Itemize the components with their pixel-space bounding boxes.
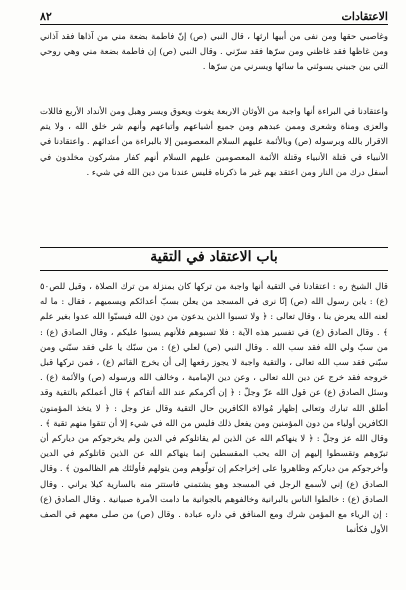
running-title: الاعتقادات [341, 10, 388, 23]
page-number: ٨٢ [40, 10, 52, 23]
paragraph-1 [40, 30, 388, 76]
section-heading [40, 244, 388, 271]
paragraph-text: قال الشيخ ره : اعتقادنا في التقية أنها واجبة من تركها كان بمنزلة من ترك الصلاة ، وقيل للص٥٠ (ع) : يابن رسول الله (ص) إنّا نرى في المسجد من يعلن بسبّ أعدائكم ويسميهم ، فقال : ما له لعنه الله يعرض بنا ، وقال تعالى : ﴿ ولا تسبوا الذين يدعون من دون الله فيسبّوا الله عدوا بغير علم ﴾ . وقال الصادق (ع) في تفسير هذه الآية : فلا تسبوهم فلأنهم يسبوا عليكم ، وقال الصادق (ع) : من سبّ ولي الله فقد سب الله . وقال النبي (ص) لعلي (ع) : من سبّك يا علي فقد سبّني ومن سبّني فقد سب الله تعالى ، والتقية واجبة لا يجوز رفعها إلى أن يخرج القائم (ع) ، فمن تركها قبل خروجه فقد خرج عن دين الله تعالى ، وعن دين الإمامية ، وخالف الله ورسوله (ص) والأئمة (ع) . وسئل الصادق (ع) عن قول الله عزّ وجلّ : ﴿ إن أكرمكم عند الله أتقاكم ﴾ قال أعملكم بالتقية وقد أطلق الله تبارك وتعالى إظهار مُوالاة الكافرين حال التقية وقال عز وجل : ﴿ لا يتخذ المؤمنون الكافرين أولياء من دون المؤمنين ومن يفعل ذلك فليس من الله في شيء إلا أن تتقوا منهم تقية ﴾ . وقال الله عز وجلّ : ﴿ لا ينهاكم الله عن الذين لم يقاتلوكم في الدين ولم يخرجوكم من دياركم أن تبرّوهم وتقسطوا إليهم إن الله يحب المقسطين إنما ينهاكم الله عن الذين قاتلوكم في الدين وأخرجوكم من دياركم وظاهروا على إخراجكم إن تولّوهم ومن يتولهم فأولئك هم الظالمون ﴾ . وقال الصادق (ع) إني لأسمع الرجل في المسجد وهو يشتمني فاستتر منه بالسارية كيلا يراني . وقال الصادق (ع) : خالطوا الناس بالبرانية وخالفوهم بالجوانية ما دامت الأمرة صبيانية . وقال الصادق (ع) : إن الرياء مع المؤمن شرك ومع المنافق في داره عبادة . وقال (ص) من صلى معهم في الصف الأول فكأنما [40, 282, 388, 536]
paragraph-3 [40, 280, 388, 538]
paragraph-text: واعتقادنا في البراءة أنها واجبة من الأوثان الاربعة يغوث ويعوق ويسر وهبل ومن الأنداد الأربع فاللات والعزى ومناة وشعرى وممن عبدهم ومن جميع أشياعهم وأتباعهم وأنهم شر خلق الله ، ولا يتم الاقرار بالله وبرسوله (ص) وبالأئمة عليهم السلام المعصومين إلا بالبراءة من أعدائهم . واعتقادنا في الأنبياء في قتلة الأنبياء وقتلة الأئمة المعصومين عليهم السلام أنهم كفار مشركون مخلدون في أسفل درك من النار ومن اعتقد بهم غير ما ذكرناه فليس عندنا من دين الله في شيء . [40, 107, 388, 178]
paragraph-2 [40, 105, 388, 181]
section-title: باب الاعتقاد في التقية [150, 249, 278, 265]
page-header [40, 8, 388, 25]
paragraph-text: وغاصبي حقها ومن نفى من أبيها ارثها ، قال النبي (ص) إنّ فاطمة بضعة مني من آذاها فقد آذاني ومن غاظها فقد غاظني ومن سرّها فقد سرّني . وقال النبي (ص) إن فاطمة بضعة مني وهي روحي التي بين جبيني يسوئني ما سائها ويسرني من سرّها . [40, 32, 388, 73]
